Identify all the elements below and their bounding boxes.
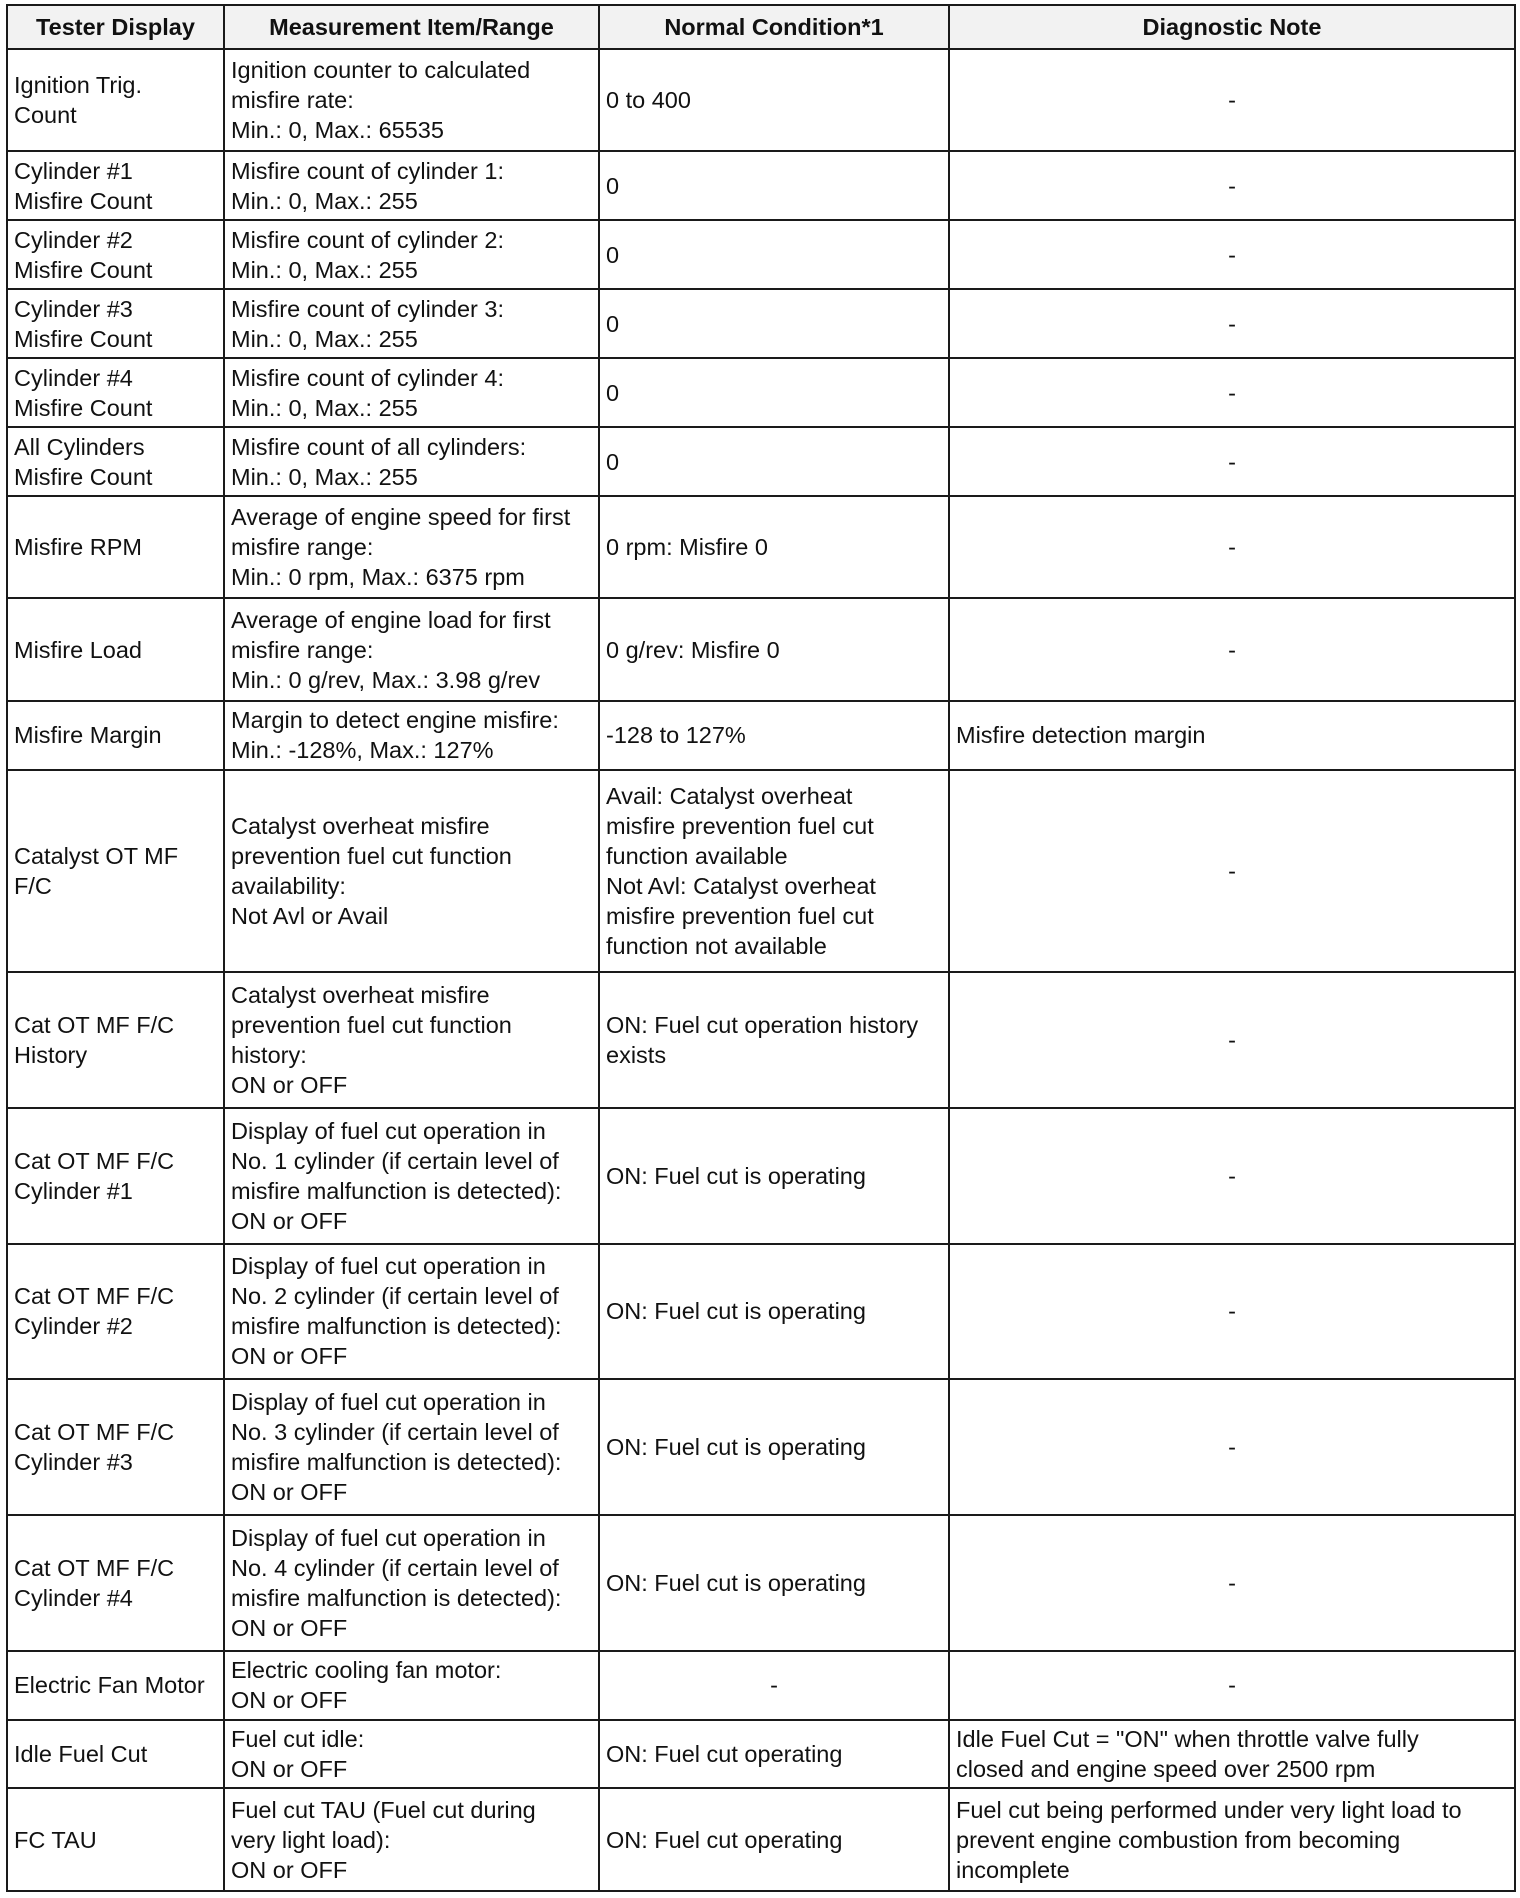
table-row — [7, 358, 1515, 427]
cell-diagnostic-note: - — [949, 289, 1515, 358]
cell-measurement: Misfire count of cylinder 1: Min.: 0, Max.: 255 — [224, 151, 599, 220]
cell-diagnostic-note: - — [949, 770, 1515, 972]
cell-measurement: Catalyst overheat misfire prevention fuel cut function history: ON or OFF — [224, 972, 599, 1108]
table-row — [7, 972, 1515, 1108]
table-row — [7, 1379, 1515, 1515]
table-row — [7, 289, 1515, 358]
table-row — [7, 1244, 1515, 1380]
table-header-row — [7, 5, 1515, 49]
cell-tester-display: All Cylinders Misfire Count — [7, 427, 224, 496]
cell-tester-display: Catalyst OT MF F/C — [7, 770, 224, 972]
table-row — [7, 1515, 1515, 1651]
table-row — [7, 1108, 1515, 1244]
table-row — [7, 1720, 1515, 1789]
table-row — [7, 770, 1515, 972]
cell-normal-condition: ON: Fuel cut is operating — [599, 1244, 949, 1380]
cell-measurement: Ignition counter to calculated misfire rate: Min.: 0, Max.: 65535 — [224, 49, 599, 151]
table-row — [7, 427, 1515, 496]
table-row — [7, 496, 1515, 598]
cell-tester-display: Electric Fan Motor — [7, 1651, 224, 1720]
cell-measurement: Misfire count of all cylinders: Min.: 0, Max.: 255 — [224, 427, 599, 496]
cell-diagnostic-note: Idle Fuel Cut = "ON" when throttle valve fully closed and engine speed over 2500 rpm — [949, 1720, 1515, 1789]
cell-tester-display: Ignition Trig. Count — [7, 49, 224, 151]
cell-measurement: Electric cooling fan motor: ON or OFF — [224, 1651, 599, 1720]
cell-diagnostic-note: - — [949, 1379, 1515, 1515]
cell-normal-condition: ON: Fuel cut is operating — [599, 1515, 949, 1651]
cell-diagnostic-note: - — [949, 151, 1515, 220]
cell-tester-display: Cylinder #1 Misfire Count — [7, 151, 224, 220]
cell-diagnostic-note: - — [949, 1244, 1515, 1380]
cell-normal-condition: 0 — [599, 427, 949, 496]
cell-diagnostic-note: - — [949, 49, 1515, 151]
cell-diagnostic-note: - — [949, 220, 1515, 289]
cell-normal-condition: ON: Fuel cut operating — [599, 1720, 949, 1789]
cell-tester-display: FC TAU — [7, 1788, 224, 1891]
cell-normal-condition: Avail: Catalyst overheat misfire prevention fuel cut function available Not Avl: Catalyst overheat misfire prevention fuel cut function not available — [599, 770, 949, 972]
cell-normal-condition: ON: Fuel cut is operating — [599, 1108, 949, 1244]
table-row — [7, 598, 1515, 700]
cell-normal-condition: 0 — [599, 289, 949, 358]
cell-measurement: Display of fuel cut operation in No. 3 cylinder (if certain level of misfire malfunction is detected): ON or OFF — [224, 1379, 599, 1515]
cell-measurement: Average of engine speed for first misfire range: Min.: 0 rpm, Max.: 6375 rpm — [224, 496, 599, 598]
cell-normal-condition: ON: Fuel cut operating — [599, 1788, 949, 1891]
cell-diagnostic-note: - — [949, 496, 1515, 598]
cell-measurement: Display of fuel cut operation in No. 1 cylinder (if certain level of misfire malfunction is detected): ON or OFF — [224, 1108, 599, 1244]
cell-measurement: Average of engine load for first misfire range: Min.: 0 g/rev, Max.: 3.98 g/rev — [224, 598, 599, 700]
cell-diagnostic-note: - — [949, 1108, 1515, 1244]
header-tester-display: Tester Display — [7, 5, 224, 49]
cell-tester-display: Idle Fuel Cut — [7, 1720, 224, 1789]
cell-tester-display: Cat OT MF F/C History — [7, 972, 224, 1108]
cell-normal-condition: 0 — [599, 358, 949, 427]
cell-tester-display: Cat OT MF F/C Cylinder #1 — [7, 1108, 224, 1244]
cell-diagnostic-note: Misfire detection margin — [949, 701, 1515, 770]
diagnostic-data-table — [6, 4, 1516, 1892]
cell-measurement: Fuel cut TAU (Fuel cut during very light load): ON or OFF — [224, 1788, 599, 1891]
cell-tester-display: Misfire Load — [7, 598, 224, 700]
cell-normal-condition: ON: Fuel cut is operating — [599, 1379, 949, 1515]
cell-normal-condition: 0 — [599, 220, 949, 289]
cell-diagnostic-note: - — [949, 427, 1515, 496]
table-row — [7, 151, 1515, 220]
cell-normal-condition: -128 to 127% — [599, 701, 949, 770]
cell-tester-display: Misfire RPM — [7, 496, 224, 598]
table-row — [7, 49, 1515, 151]
cell-diagnostic-note: - — [949, 598, 1515, 700]
cell-diagnostic-note: - — [949, 358, 1515, 427]
header-diagnostic-note: Diagnostic Note — [949, 5, 1515, 49]
cell-normal-condition: 0 rpm: Misfire 0 — [599, 496, 949, 598]
cell-tester-display: Cat OT MF F/C Cylinder #3 — [7, 1379, 224, 1515]
cell-normal-condition: 0 to 400 — [599, 49, 949, 151]
cell-tester-display: Cylinder #3 Misfire Count — [7, 289, 224, 358]
cell-measurement: Display of fuel cut operation in No. 2 cylinder (if certain level of misfire malfunction is detected): ON or OFF — [224, 1244, 599, 1380]
cell-tester-display: Cat OT MF F/C Cylinder #4 — [7, 1515, 224, 1651]
cell-measurement: Margin to detect engine misfire: Min.: -128%, Max.: 127% — [224, 701, 599, 770]
table-row — [7, 1651, 1515, 1720]
cell-diagnostic-note: - — [949, 972, 1515, 1108]
cell-normal-condition: - — [599, 1651, 949, 1720]
cell-measurement: Misfire count of cylinder 2: Min.: 0, Max.: 255 — [224, 220, 599, 289]
cell-diagnostic-note: Fuel cut being performed under very light load to prevent engine combustion from becoming incomplete — [949, 1788, 1515, 1891]
cell-diagnostic-note: - — [949, 1515, 1515, 1651]
cell-tester-display: Misfire Margin — [7, 701, 224, 770]
cell-measurement: Fuel cut idle: ON or OFF — [224, 1720, 599, 1789]
header-measurement-item: Measurement Item/Range — [224, 5, 599, 49]
cell-diagnostic-note: - — [949, 1651, 1515, 1720]
cell-measurement: Misfire count of cylinder 3: Min.: 0, Max.: 255 — [224, 289, 599, 358]
table-row — [7, 220, 1515, 289]
cell-normal-condition: ON: Fuel cut operation history exists — [599, 972, 949, 1108]
cell-tester-display: Cylinder #2 Misfire Count — [7, 220, 224, 289]
cell-normal-condition: 0 — [599, 151, 949, 220]
cell-measurement: Display of fuel cut operation in No. 4 cylinder (if certain level of misfire malfunction is detected): ON or OFF — [224, 1515, 599, 1651]
table-row — [7, 701, 1515, 770]
cell-measurement: Misfire count of cylinder 4: Min.: 0, Max.: 255 — [224, 358, 599, 427]
table-row — [7, 1788, 1515, 1891]
cell-normal-condition: 0 g/rev: Misfire 0 — [599, 598, 949, 700]
cell-measurement: Catalyst overheat misfire prevention fuel cut function availability: Not Avl or Avail — [224, 770, 599, 972]
header-normal-condition: Normal Condition*1 — [599, 5, 949, 49]
cell-tester-display: Cat OT MF F/C Cylinder #2 — [7, 1244, 224, 1380]
cell-tester-display: Cylinder #4 Misfire Count — [7, 358, 224, 427]
